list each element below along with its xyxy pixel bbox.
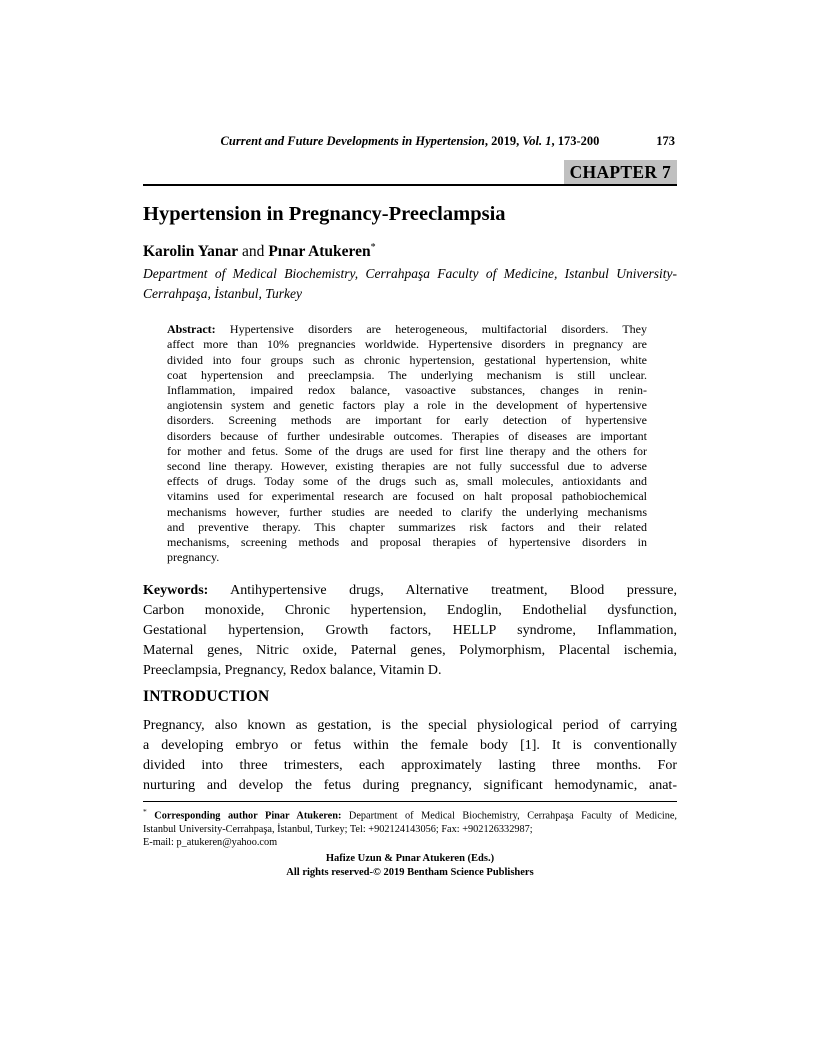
footnote-marker: * (143, 807, 147, 817)
footnote-line: Istanbul University-Cerrahpaşa, İstanbul, Turkey; Tel: +902124143056; Fax: +902126332987; (143, 824, 533, 836)
footnote-divider (143, 801, 677, 802)
book-footer (143, 852, 677, 879)
keywords-label: Keywords: (143, 583, 209, 599)
abstract-line: coat hypertension and preeclampsia. The underlying mechanism is still unclear. (167, 367, 647, 382)
author-connector: and (238, 243, 269, 261)
abstract-line: for mother and fetus. Some of the drugs are used for first line therapy and the others for (167, 443, 647, 458)
journal-year: , 2019, (484, 134, 523, 148)
keywords-line: Preeclampsia, Pregnancy, Redox balance, Vitamin D. (143, 663, 442, 679)
chapter-title: Hypertension in Pregnancy-Preeclampsia (143, 203, 506, 225)
abstract-line: affect more than 10% pregnancies worldwide. Hypertensive disorders in pregnancy are (167, 337, 647, 352)
corresponding-author-mark: * (370, 242, 376, 253)
affiliation (143, 264, 677, 303)
authors-line (143, 239, 677, 261)
abstract-line: divided into four groups such as chronic hypertension, gestational hypertension, white (167, 352, 647, 367)
footnote-bold-lead: Corresponding author Pinar Atukeren: (154, 810, 342, 822)
footnote-block (143, 805, 677, 849)
keywords-line: Keywords: Antihypertensive drugs, Alternative treatment, Blood pressure, (143, 583, 677, 599)
editors-line: Hafize Uzun & Pınar Atukeren (Eds.) (325, 853, 495, 865)
affiliation-line: Department of Medical Biochemistry, Cerrahpaşa Faculty of Medicine, Istanbul University- (143, 266, 677, 282)
chapter-header-rule (143, 160, 677, 186)
keywords-line: Maternal genes, Nitric oxide, Paternal genes, Polymorphism, Placental ischemia, (143, 643, 677, 659)
footnote-line: * Corresponding author Pinar Atukeren: Department of Medical Biochemistry, Cerrahpaşa Faculty of Medicine, (143, 807, 678, 822)
abstract-line: Inflammation, impaired redox balance, vasoactive substances, changes in renin- (167, 382, 647, 397)
keywords-line: Carbon monoxide, Chronic hypertension, Endoglin, Endothelial dysfunction, (143, 603, 677, 619)
running-head (143, 134, 677, 149)
author-first: Karolin Yanar (143, 243, 239, 261)
page-number: 173 (656, 134, 675, 148)
introduction-paragraph (143, 716, 677, 796)
keywords-line: Gestational hypertension, Growth factors, HELLP syndrome, Inflammation, (143, 623, 677, 639)
abstract-block (143, 322, 677, 565)
footnote-email-line: E-mail: p_atukeren@yahoo.com (143, 837, 278, 849)
abstract-line: disorders because of further undesirable outcomes. Therapies of diseases are important (167, 428, 647, 443)
chapter-badge: CHAPTER 7 (564, 160, 677, 184)
journal-page-range: , 173-200 (551, 134, 600, 148)
abstract-line: disorders. Screening methods are important for early detection of hypertensive (167, 413, 647, 428)
abstract-label: Abstract: (167, 322, 216, 337)
abstract-line: vitamins used for experimental research are focused on halt proposal pathobiochemical (167, 489, 647, 504)
paragraph-line: divided into three trimesters, each approximately lasting three months. For (143, 758, 677, 774)
paragraph-line: Pregnancy, also known as gestation, is the special physiological period of carrying (143, 718, 677, 734)
journal-title: Current and Future Developments in Hypertension (220, 134, 485, 148)
abstract-line: Abstract: Hypertensive disorders are heterogeneous, multifactorial disorders. They (167, 322, 648, 337)
introduction-heading: INTRODUCTION (143, 688, 270, 706)
abstract-line: mechanisms, screening methods and proposal therapies of hypertensive disorders in (167, 535, 647, 549)
paragraph-line: a developing embryo or fetus within the female body [1]. It is conventionally (143, 738, 677, 754)
affiliation-line: Cerrahpaşa, İstanbul, Turkey (143, 285, 303, 301)
abstract-line: mechanisms however, further studies are needed to clarify the underlying mechanisms (167, 504, 647, 519)
abstract-line: and preventive therapy. This chapter summarizes risk factors and their related (167, 519, 647, 534)
keywords-block (143, 581, 677, 681)
text-block (143, 0, 677, 879)
abstract-line: angiotensin system and genetic factors play a role in the development of hypertensive (167, 398, 647, 413)
copyright-line: All rights reserved-© 2019 Bentham Science Publishers (286, 866, 534, 878)
abstract-line: second line therapy. However, existing therapies are not fully successful due to adverse (167, 458, 647, 473)
journal-volume: Vol. 1 (522, 134, 552, 148)
abstract-line: pregnancy. (167, 550, 220, 565)
author-second: Pınar Atukeren (268, 243, 371, 261)
abstract-line: effects of drugs. Today some of the drugs such as, small molecules, antioxidants and (167, 474, 647, 489)
paragraph-line: nurturing and develop the fetus during pregnancy, significant hemodynamic, anat- (143, 778, 677, 794)
